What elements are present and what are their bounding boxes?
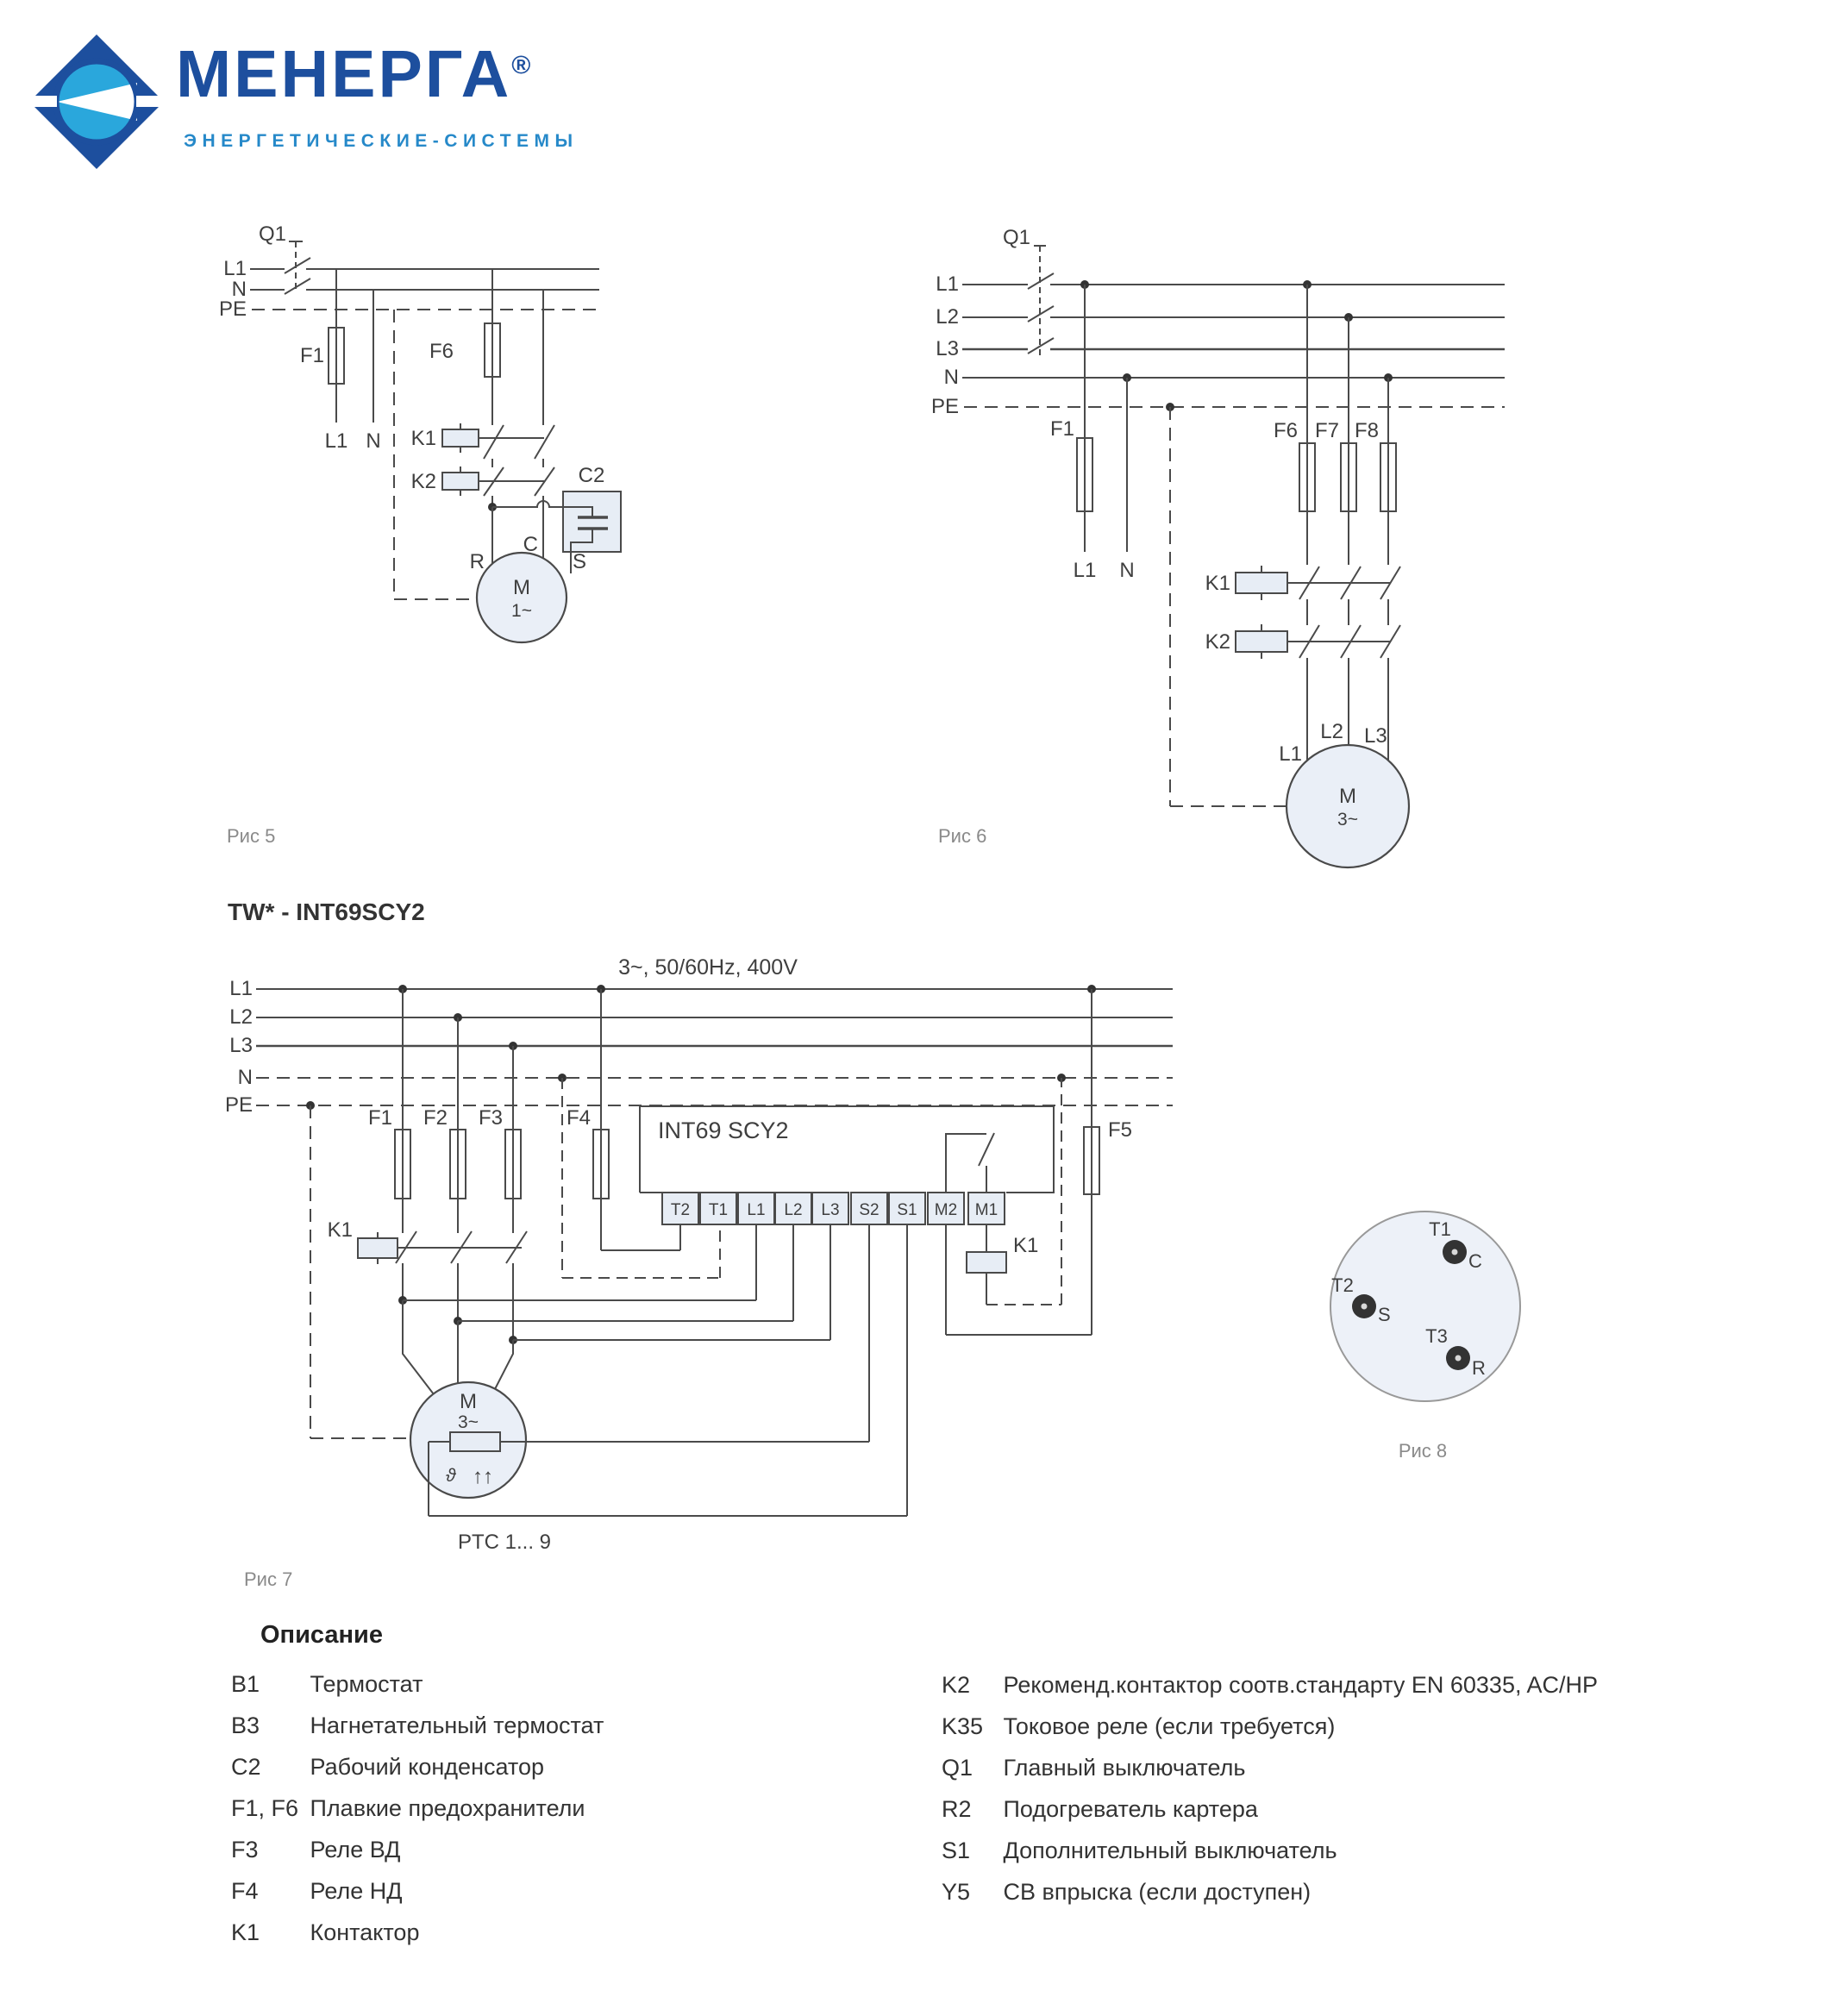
legend-text: Контактор [310,1919,420,1945]
fig5-label-n: N [231,278,247,301]
fig6-label-ml2: L2 [1320,720,1343,743]
k2-coil [442,473,479,490]
legend-row [231,1878,403,1905]
fig7-label-l3: L3 [229,1034,253,1057]
fig5-label-c2: C2 [578,464,605,487]
fig6-label-l1: L1 [936,272,959,296]
logo-stripe-right [136,96,166,107]
fig6-label-m: M [1339,785,1356,808]
fig8-terminal-view [1285,1147,1569,1474]
legend-row [231,1837,400,1863]
fig7-label-f1: F1 [367,1106,392,1130]
fig7-supply: 3~, 50/60Hz, 400V [618,955,798,980]
fig7-label-phase: 3~ [458,1412,479,1432]
fig6-label-q1: Q1 [1003,226,1031,249]
fig7-contactor-k1 [358,1231,527,1344]
fig7-label-k1: K1 [327,1218,353,1242]
fig6-label-phase: 3~ [1337,810,1358,830]
legend-row [942,1838,1337,1864]
legend-row [942,1713,1335,1740]
fig7-relay-title: INT69 SCY2 [658,1118,789,1143]
brand-tagline: ЭНЕРГЕТИЧЕСКИЕ-СИСТЕМЫ [184,131,579,151]
legend-code: R2 [942,1796,972,1822]
fig7-label-f5: F5 [1108,1118,1133,1142]
legend-code: S1 [942,1838,971,1863]
fig5-label-m: M [513,576,530,599]
fig5-label-f6: F6 [429,340,454,363]
fig6-caption: Рис 6 [938,825,987,847]
brand-name: МЕНЕРГА® [176,37,534,111]
fig5-label-l1-out: L1 [324,429,348,453]
fig5-label-f1: F1 [300,344,325,367]
fig7-terminal-l3: L3 [821,1201,840,1219]
legend-code: F1, F6 [231,1795,299,1821]
fig5-label-s: S [573,550,587,573]
fig5-label-q1: Q1 [259,222,287,246]
fig8-label-t3: T3 [1425,1325,1448,1347]
legend-text: Реле ВД [310,1837,401,1863]
fig7-label-f2: F2 [423,1106,448,1130]
fig6-label-f6: F6 [1273,419,1298,442]
logo-stripe-left [28,96,57,107]
fig7-terminal-s1: S1 [897,1201,917,1219]
fig7-terminal-s2: S2 [859,1201,880,1219]
fig7-terminal-l1: L1 [747,1201,766,1219]
legend-text: Термостат [310,1671,423,1697]
fig5-label-l1: L1 [223,257,247,280]
menerga-logo-icon [26,31,168,173]
legend-text: Токовое реле (если требуется) [1003,1713,1336,1739]
fig6-label-l1-out: L1 [1073,559,1097,582]
fig6-label-f8: F8 [1354,419,1379,442]
fig5-label-phase: 1~ [511,601,532,621]
fig5-label-c: C [523,533,538,556]
legend-row [231,1671,423,1698]
k1-coil [358,1238,398,1258]
legend-code: Y5 [942,1879,971,1905]
fig7-label-n: N [237,1066,253,1089]
k1-coil [442,429,479,447]
legend-code: B3 [231,1712,260,1738]
fig6-contactor-k1 [1236,566,1400,625]
fig7-schematic [220,949,1194,1604]
fig5-label-n-out: N [366,429,381,453]
legend-code: K2 [942,1672,971,1698]
fig8-label-r: R [1472,1357,1486,1379]
terminal-t1-pin [1443,1240,1467,1264]
legend-text: Подогреватель картера [1003,1796,1258,1822]
legend-code: F3 [231,1837,259,1863]
legend-row [231,1712,604,1739]
legend-row [942,1672,1598,1699]
terminal-t3-pin [1446,1346,1470,1370]
registered-mark: ® [511,51,534,80]
fig7-power-lines [256,985,1173,1110]
fig7-label-f4: F4 [566,1106,591,1130]
legend-code: C2 [231,1754,261,1780]
legend-text: Дополнительный выключатель [1003,1838,1337,1863]
fig6-label-f1: F1 [1049,417,1074,441]
legend-code: Q1 [942,1755,973,1781]
fig7-terminal-m1: M1 [974,1201,999,1219]
fig5-label-r: R [469,550,485,573]
fig7-label-l2: L2 [229,1005,253,1029]
legend-text: Реле НД [310,1878,403,1904]
fig6-label-ml3: L3 [1364,724,1387,748]
fig7-label-l1: L1 [229,977,253,1000]
fig7-label-f3: F3 [478,1106,503,1130]
legend-code: K1 [231,1919,260,1945]
fig8-label-c: C [1468,1250,1482,1272]
fig6-label-k1: K1 [1205,572,1230,595]
k1-coil [1236,573,1287,593]
fig7-terminal-t2: T2 [670,1201,691,1219]
fig5-contactor-k1 [442,423,554,467]
legend-row [942,1796,1258,1823]
legend-row [231,1919,419,1946]
fig7-label-theta: ϑ [446,1466,456,1486]
legend-code: F4 [231,1878,259,1904]
fig7-terminal-t1: T1 [708,1201,729,1219]
ptc-sensor [450,1432,500,1451]
fig5-label-pe: PE [218,297,247,321]
fig6-label-l3: L3 [936,337,959,360]
legend-row [231,1795,585,1822]
fig7-caption: Рис 7 [244,1568,293,1590]
terminal-t2-pin [1352,1294,1376,1318]
fig7-label-pe: PE [224,1093,253,1117]
legend-text: Плавкие предохранители [310,1795,585,1821]
fig5-power-lines [250,241,599,310]
legend-text: Рабочий конденсатор [310,1754,545,1780]
legend-text: Нагнетательный термостат [310,1712,604,1738]
fig7-terminal-l2: L2 [784,1201,803,1219]
fig6-label-n-out: N [1119,559,1135,582]
fig6-power-lines [962,246,1505,407]
fig5-schematic [216,220,638,849]
fig6-label-n: N [943,366,959,389]
legend-row [942,1879,1311,1906]
fig5-label-k1: K1 [410,427,436,450]
fig5-caption: Рис 5 [227,825,276,847]
fig8-caption: Рис 8 [1398,1440,1448,1462]
k1-relay-coil [967,1252,1006,1273]
legend-code: K35 [942,1713,984,1739]
fig6-label-pe: PE [930,395,959,418]
fig6-label-l2: L2 [936,305,959,329]
fig6-label-ml1: L1 [1279,742,1302,766]
fig7-label-arrows: ↑↑ [473,1465,493,1488]
fig7-label-k1-relay: K1 [1013,1234,1039,1257]
fig8-label-t2: T2 [1331,1274,1354,1296]
fig6-label-k2: K2 [1205,630,1230,654]
fig7-label-m: M [460,1390,477,1413]
legend-text: Главный выключатель [1003,1755,1246,1781]
legend-text: Рекоменд.контактор соотв.стандарту EN 60335, AC/HP [1003,1672,1598,1698]
fig5-label-k2: K2 [410,470,436,493]
fig6-label-f7: F7 [1314,419,1339,442]
fig8-label-t1: T1 [1429,1218,1451,1240]
fig7-terminal-m2: M2 [934,1201,958,1219]
legend-row [942,1755,1245,1781]
legend-text: СВ впрыска (если доступен) [1003,1879,1312,1905]
legend-row [231,1754,544,1781]
legend-code: B1 [231,1671,260,1697]
k2-coil [1236,631,1287,652]
model-heading: TW* - INT69SCY2 [228,898,425,925]
fig7-label-ptc: PTC 1... 9 [457,1531,552,1554]
description-heading: Описание [260,1621,383,1649]
fig6-schematic [914,220,1518,849]
fig8-label-s: S [1378,1304,1391,1325]
